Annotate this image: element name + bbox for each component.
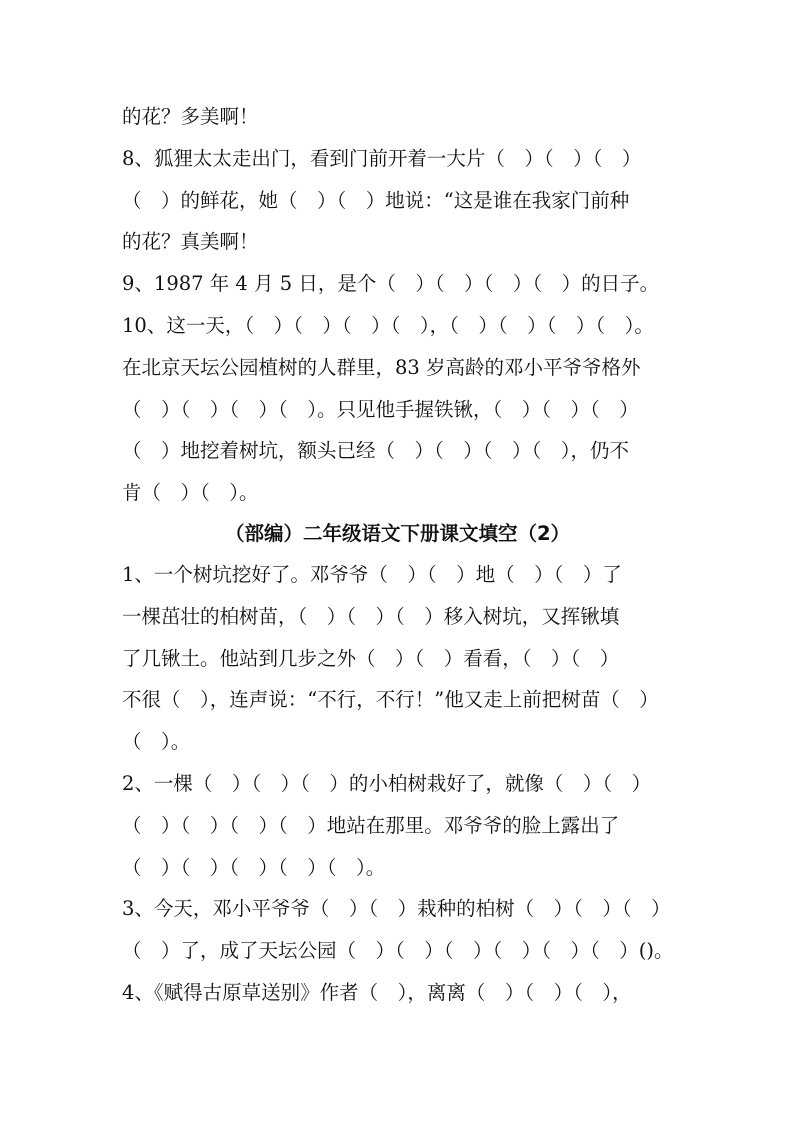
text-line: 在北京天坛公园植树的人群里，83 岁高龄的邓小平爷爷格外 — [122, 356, 641, 379]
text-line: 肯（ ）（ ）。 — [122, 481, 259, 504]
text-line: （ ）的鲜花，她（ ）（ ）地说：“这是谁在我家门前种 — [122, 189, 630, 212]
text-line: （ ）（ ）（ ）（ ）。只见他手握铁锹，（ ）（ ）（ ） — [122, 398, 639, 421]
section-title: （部编）二年级语文下册课文填空（2） — [224, 522, 571, 545]
text-line: 的花？真美啊！ — [122, 230, 259, 253]
text-line: 8、狐狸太太走出门，看到门前开着一大片（ ）（ ）（ ） — [122, 147, 642, 170]
text-line: 不很（ ），连声说：“不行，不行！”他又走上前把树苗（ ） — [122, 688, 659, 711]
text-line: 3、今天，邓小平爷爷（ ）（ ）栽种的柏树（ ）（ ）（ ） — [122, 897, 671, 920]
text-line: （ ）地挖着树坑，额头已经（ ）（ ）（ ）（ ），仍不 — [122, 439, 630, 462]
text-line: 2、一棵（ ）（ ）（ ）的小柏树栽好了，就像（ ）（ ） — [122, 772, 652, 795]
text-line: 10、这一天，（ ）（ ）（ ）（ ），（ ）（ ）（ ）（ ）。 — [122, 314, 654, 337]
text-line: 9、1987 年 4 月 5 日，是个（ ）（ ）（ ）（ ）的日子。 — [122, 272, 660, 295]
text-line: 4、《赋得古原草送别》作者（ ），离离（ ）（ ）（ ）， — [122, 981, 632, 1004]
text-line: 的花？多美啊！ — [122, 105, 259, 128]
text-line: （ ）（ ）（ ）（ ）地站在那里。邓爷爷的脸上露出了 — [122, 814, 620, 837]
text-line: 了几锹土。他站到几步之外（ ）（ ）看看，（ ）（ ） — [122, 647, 620, 670]
text-line: （ ）。 — [122, 730, 191, 753]
text-line: 一棵茁壮的柏树苗，（ ）（ ）（ ）移入树坑，又挥锹填 — [122, 605, 620, 628]
text-line: （ ）了，成了天坛公园（ ）（ ）（ ）（ ）（ ）（ ）()。 — [122, 939, 674, 962]
text-line: 1、一个树坑挖好了。邓爷爷（ ）（ ）地（ ）（ ）了 — [122, 563, 622, 586]
text-line: （ ）（ ）（ ）（ ）（ ）。 — [122, 856, 386, 879]
